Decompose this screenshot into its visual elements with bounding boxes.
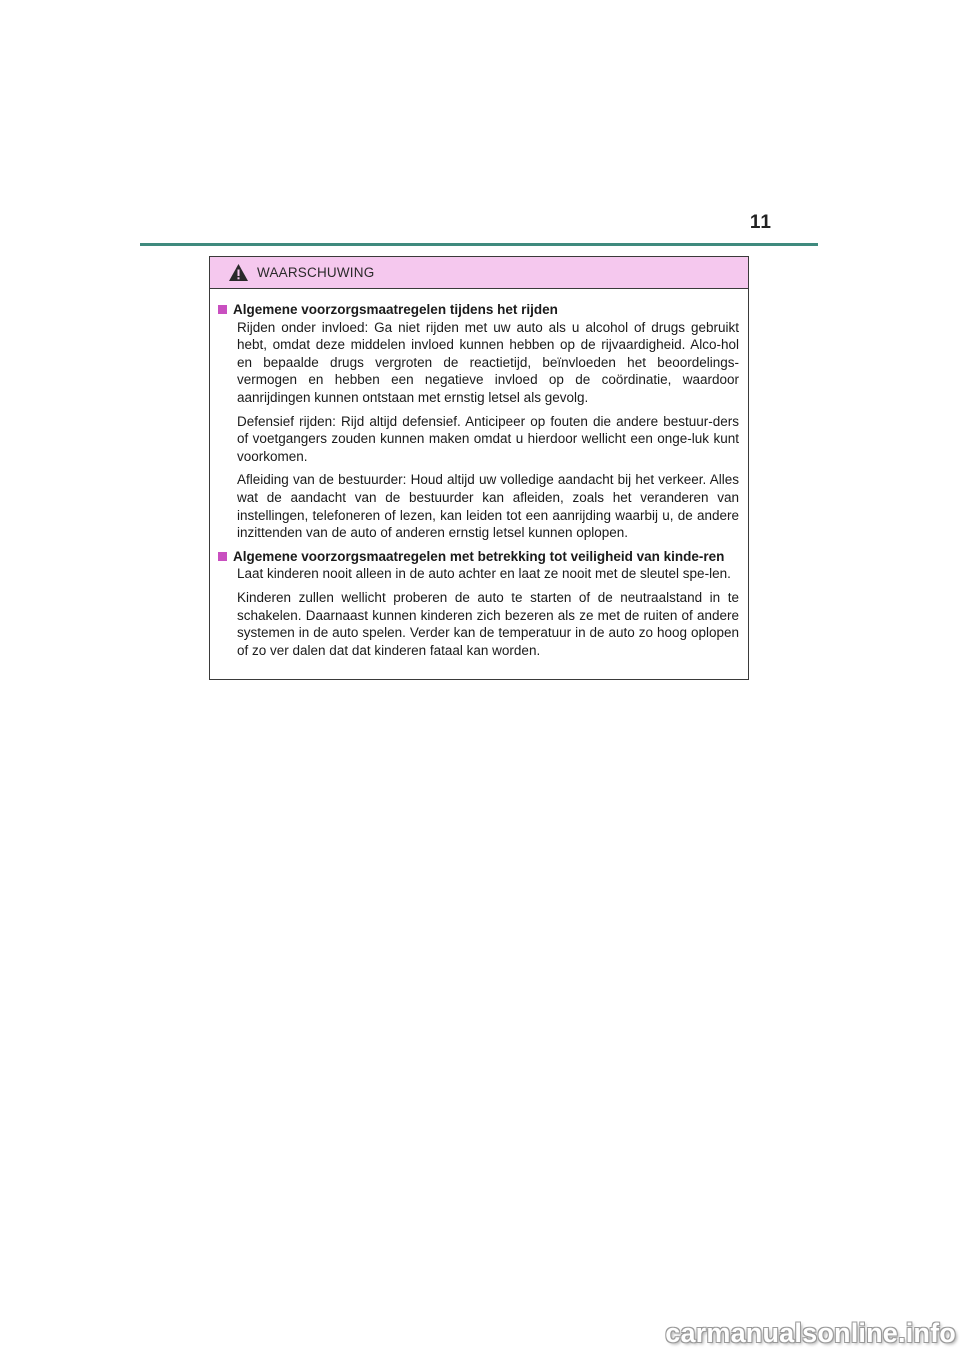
section-heading <box>218 301 739 319</box>
warning-header <box>210 257 748 289</box>
warning-triangle-icon <box>228 263 249 282</box>
bullet-square-icon <box>218 552 227 561</box>
warning-box <box>209 256 749 680</box>
section-heading-text: Algemene voorzorgsmaatregelen met betrekking tot veiligheid van kinde-ren <box>233 548 725 564</box>
section-driving-precautions <box>218 301 739 542</box>
paragraph-defensive-driving: Defensief rijden: Rijd altijd defensief. Anticipeer op fouten die andere bestuur-ders of voetgangers zouden kunnen maken omdat u hierdoor wellicht een onge-luk kunt voorkomen. <box>237 413 739 464</box>
watermark: carmanualsonline.info <box>665 1318 956 1348</box>
paragraph-driving-under-influence: Rijden onder invloed: Ga niet rijden met uw auto als u alcohol of drugs gebruikt hebt, omdat deze middelen invloed kunnen hebben op de rijvaardigheid. Alco-hol en bepaalde drugs vergroten de reactietijd, beïnvloeden het beoordelings-vermogen en hebben een negatieve invloed op de coördinatie, waardoor aanrijdingen kunnen ontstaan met ernstig letsel als gevolg. <box>237 319 739 405</box>
header-rule <box>140 243 818 246</box>
bullet-square-icon <box>218 305 227 314</box>
warning-body <box>210 289 748 679</box>
page-number: 11 <box>749 212 772 233</box>
paragraph-driver-distraction: Afleiding van de bestuurder: Houd altijd uw volledige aandacht bij het verkeer. Alles wat de aandacht van de bestuurder kan afleiden, zoals het veranderen van instellingen, telefoneren of lezen, kan leiden tot een aanrijding waarbij u, de andere inzittenden van de auto of anderen ernstig letsel kunnen oplopen. <box>237 472 739 541</box>
section-heading-text: Algemene voorzorgsmaatregelen tijdens het rijden <box>233 302 558 317</box>
section-child-safety <box>218 548 739 660</box>
warning-title: WAARSCHUWING <box>257 265 375 280</box>
section-heading <box>218 548 739 566</box>
paragraph-children-alone: Laat kinderen nooit alleen in de auto achter en laat ze nooit met de sleutel spe-len. <box>237 566 731 582</box>
paragraph-children-risks: Kinderen zullen wellicht proberen de auto te starten of de neutraalstand in te schakelen. Daarnaast kunnen kinderen zich bezeren als ze met de ruiten of andere systemen in de auto spelen. Verder kan de temperatuur in de auto zo hoog oplopen of zo ver dalen dat dat kinderen fataal kan worden. <box>237 589 739 658</box>
